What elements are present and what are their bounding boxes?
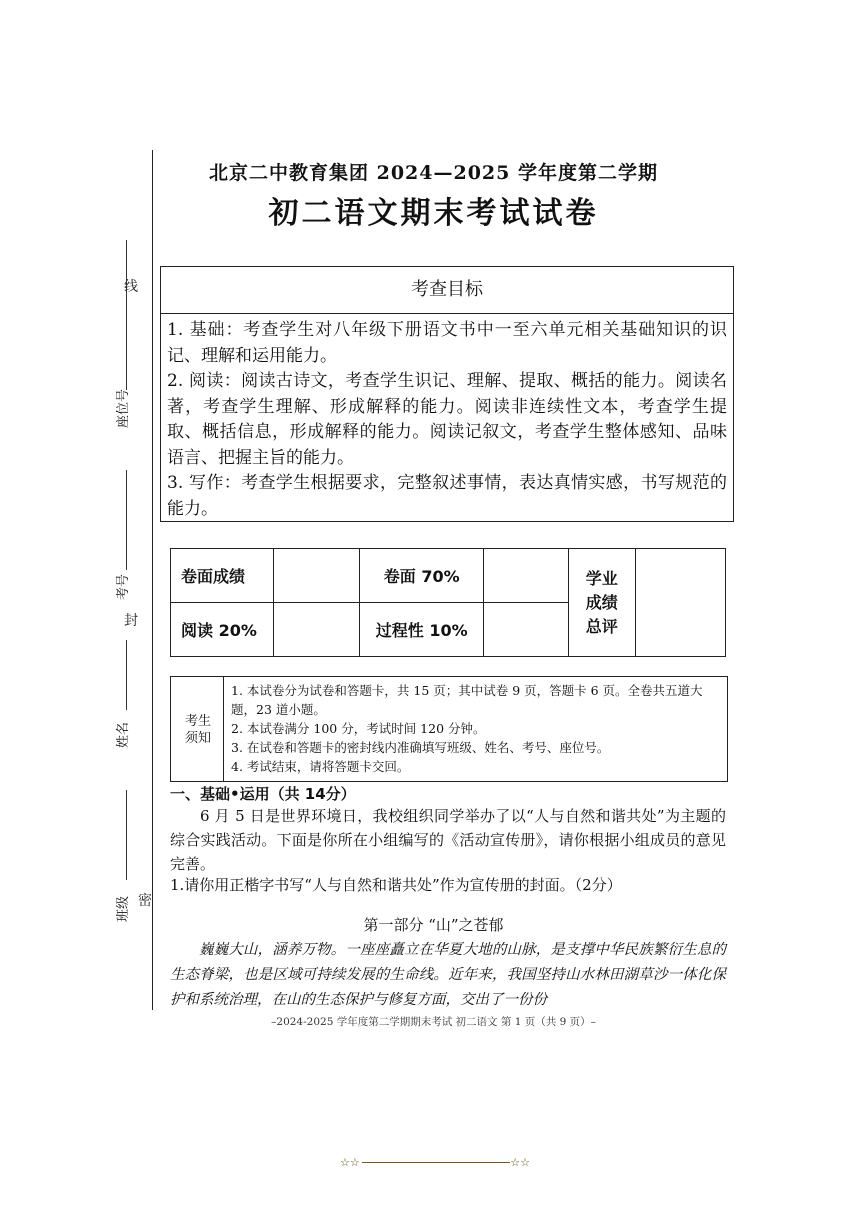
paper-score-label: 卷面成绩 <box>171 549 274 603</box>
score-table <box>170 548 726 657</box>
goals-heading: 考查目标 <box>161 267 733 314</box>
overall-cell[interactable] <box>635 549 725 657</box>
seal-mark-xian: 线 <box>124 279 138 295</box>
field-class-line[interactable] <box>126 790 127 880</box>
question-1: 1.请你用正楷字书写“人与自然和谐共处”作为宣传册的封面。（2分） <box>170 876 622 894</box>
goals-body <box>161 314 733 522</box>
section-title: 一、基础•运用（共 14分） <box>170 785 356 803</box>
reading-20-label: 阅读 20% <box>171 603 274 657</box>
reading-20-cell[interactable] <box>273 603 359 657</box>
seal-mark-feng: 封 <box>124 613 138 629</box>
star-icon: ☆☆ <box>510 1156 530 1169</box>
notice-item: 4. 考试结束，请将答题卡交回。 <box>231 759 410 774</box>
notice-item: 3. 在试卷和答题卡的密封线内准确填写班级、姓名、考号、座位号。 <box>231 740 610 755</box>
notice-item: 1. 本试卷分为试卷和答题卡，共 15 页；其中试卷 9 页，答题卡 6 页。全卷共五道大题，23 道小题。 <box>231 683 703 717</box>
star-icon: ☆☆ <box>340 1156 360 1169</box>
field-name-label: 姓名 <box>116 721 131 748</box>
process-10-label: 过程性 10% <box>360 603 484 657</box>
section-intro: 6 月 5 日是世界环境日，我校组织同学举办了以“人与自然和谐共处”为主题的综合实践活动。下面是你所在小组编写的《活动宣传册》，请你根据小组成员的意见完善。 <box>170 807 726 873</box>
paper-70-label: 卷面 70% <box>360 549 484 603</box>
field-seat-label: 座位号 <box>116 388 131 428</box>
notice-label: 考生须知 <box>184 714 211 746</box>
part-title: 第一部分 “山”之苍郁 <box>363 916 504 934</box>
decorative-divider <box>340 1156 530 1170</box>
passage-text: 巍巍大山，涵养万物。一座座矗立在华夏大地的山脉，是支撑中华民族繁衍生息的生态脊梁，也是区域可持续发展的生命线。近年来，我国坚持山水林田湖草沙一体化保护和系统治理，在山的生态保护与修复方面，交出了一份份 <box>170 942 726 1008</box>
page-footer: –2024-2025 学年度第二学期期末考试 初二语文 第 1 页（共 9 页）– <box>271 1016 596 1028</box>
goal-item: 1. 基础：考查学生对八年级下册语文书中一至六单元相关基础知识的识记、理解和运用能力。 <box>167 320 727 366</box>
candidate-notice-box <box>170 676 728 782</box>
notice-item: 2. 本试卷满分 100 分，考试时间 120 分钟。 <box>231 721 486 736</box>
goal-item: 3. 写作：考查学生根据要求，完整叙述事情，表达真情实感，书写规范的能力。 <box>167 473 727 519</box>
field-examno-label: 考号 <box>116 573 131 600</box>
overall-label: 学业 成绩 总评 <box>568 549 635 657</box>
process-10-cell[interactable] <box>484 603 568 657</box>
paper-70-cell[interactable] <box>484 549 568 603</box>
paper-score-cell[interactable] <box>273 549 359 603</box>
field-seat-line[interactable] <box>126 240 127 390</box>
binding-line <box>152 150 153 1010</box>
goal-item: 2. 阅读：阅读古诗文，考查学生识记、理解、提取、概括的能力。阅读名著，考查学生理解、形成解释的能力。阅读非连续性文本，考查学生提取、概括信息，形成解释的能力。阅读记叙文，考查学生整体感知、品味语言、把握主旨的能力。 <box>167 371 727 468</box>
field-name-line[interactable] <box>126 640 127 710</box>
seal-mark-mi: 密 <box>138 893 152 909</box>
field-class-label: 班级 <box>116 895 131 922</box>
school-term-title: 北京二中教育集团 2024—2025 学年度第二学期 <box>209 162 658 184</box>
exam-title: 初二语文期末考试试卷 <box>268 196 599 231</box>
field-examno-line[interactable] <box>126 470 127 570</box>
exam-goals-box <box>160 266 734 522</box>
